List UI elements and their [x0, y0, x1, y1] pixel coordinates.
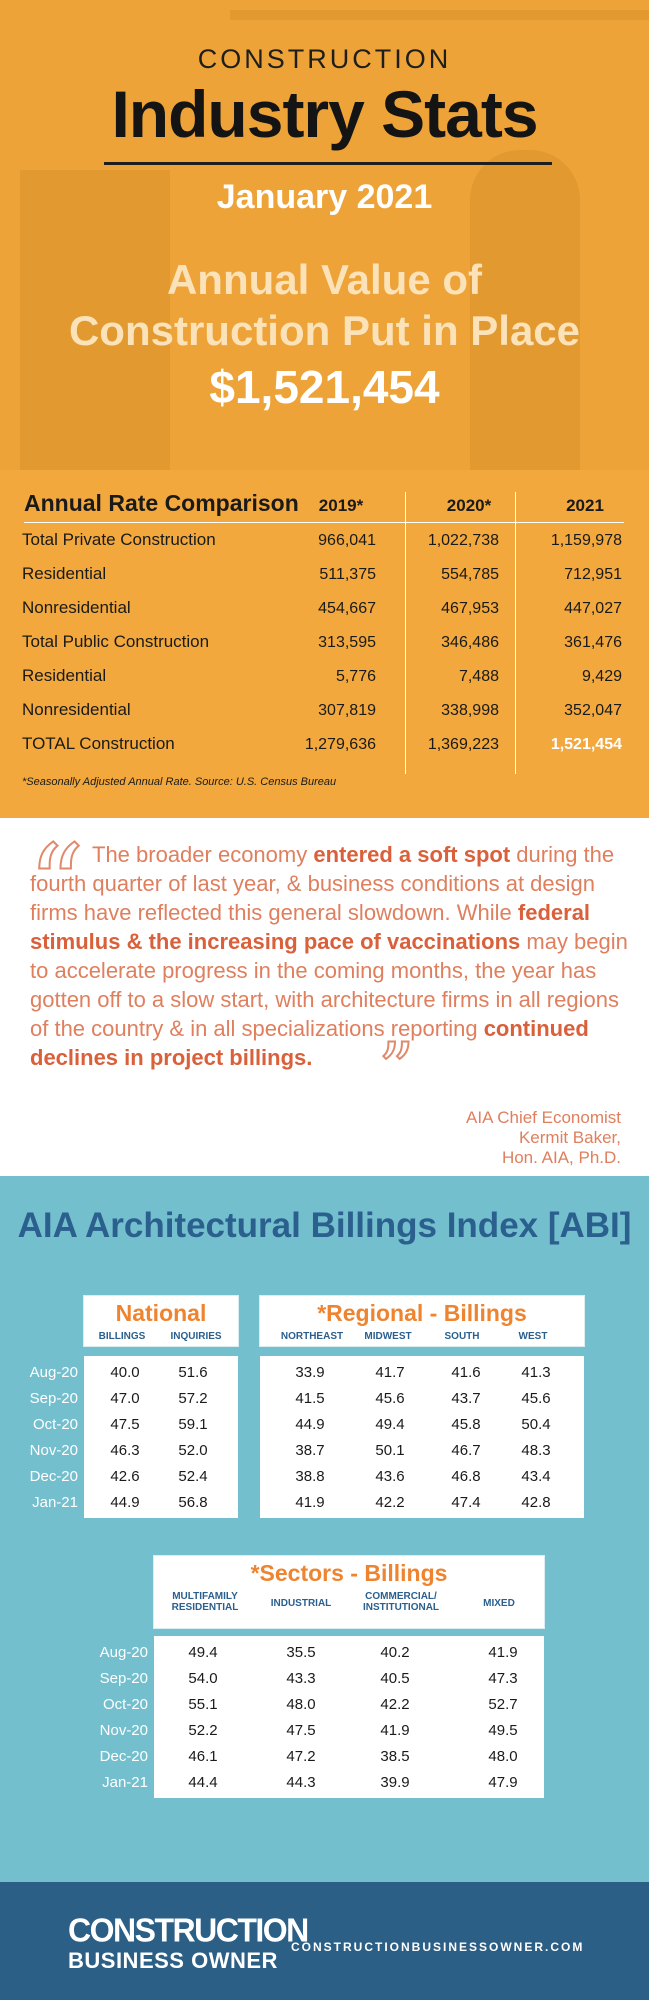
- cell-value-highlight: 1,521,454: [550, 736, 622, 753]
- month-label: Oct-20: [32, 1416, 78, 1433]
- title-divider: [104, 162, 552, 165]
- month-label: Sep-20: [29, 1390, 78, 1407]
- sectors-cell: 49.4: [188, 1644, 218, 1661]
- cell-value: 467,953: [441, 600, 499, 617]
- national-col-billings: BILLINGS: [98, 1331, 146, 1342]
- sectors-cell: 52.7: [488, 1696, 518, 1713]
- regional-cell: 45.8: [451, 1416, 481, 1433]
- brand-logo-line1: CONSTRUCTION: [68, 1911, 308, 1949]
- row-label: Total Public Construction: [22, 632, 210, 651]
- quote-emphasis: federal stimulus & the increasing pace of vaccinations: [30, 900, 591, 954]
- month-label: Oct-20: [102, 1696, 148, 1713]
- cell-value: 313,595: [318, 634, 376, 651]
- column-header-2019: 2019*: [318, 496, 364, 515]
- cell-value: 338,998: [441, 702, 499, 719]
- month-label: Dec-20: [99, 1748, 148, 1765]
- sectors-cell: 41.9: [488, 1644, 518, 1661]
- sectors-col: INDUSTRIAL: [270, 1598, 332, 1609]
- month-label: Sep-20: [99, 1670, 148, 1687]
- sectors-col-line: COMMERCIAL/: [365, 1591, 437, 1602]
- sectors-cell: 39.9: [380, 1774, 410, 1791]
- sectors-cell: 46.1: [188, 1748, 218, 1765]
- national-cell: 47.5: [110, 1416, 140, 1433]
- header-divider: [24, 522, 624, 523]
- column-header-2020: 2020*: [446, 496, 492, 515]
- cell-value: 966,041: [318, 532, 376, 549]
- regional-cell: 46.7: [451, 1442, 481, 1459]
- sectors-cell: 41.9: [380, 1722, 410, 1739]
- national-cell: 47.0: [110, 1390, 140, 1407]
- month-label: Aug-20: [29, 1364, 78, 1381]
- sectors-cell: 48.0: [488, 1748, 518, 1765]
- cell-value: 307,819: [318, 702, 376, 719]
- sectors-col: [158, 1591, 252, 1613]
- abi-section: [0, 1176, 649, 1882]
- sectors-cell: 49.5: [488, 1722, 518, 1739]
- table-row: [0, 564, 649, 598]
- month-label: Dec-20: [29, 1468, 78, 1485]
- regional-cell: 38.8: [295, 1468, 325, 1485]
- column-header-2021: 2021: [566, 496, 604, 515]
- regional-cell: 38.7: [295, 1442, 325, 1459]
- table-row: [0, 598, 649, 632]
- regional-cell: 42.2: [375, 1494, 405, 1511]
- cell-value: 1,022,738: [427, 532, 499, 549]
- regional-cell: 45.6: [375, 1390, 405, 1407]
- cell-value: 1,159,978: [550, 532, 622, 549]
- row-label: Total Private Construction: [22, 530, 216, 549]
- hero-total-value: $1,521,454: [209, 361, 440, 413]
- national-cell: 52.0: [178, 1442, 208, 1459]
- national-cell: 44.9: [110, 1494, 140, 1511]
- cell-value: 712,951: [564, 566, 622, 583]
- regional-cell: 48.3: [521, 1442, 551, 1459]
- regional-title: *Regional - Billings: [317, 1300, 527, 1326]
- regional-cell: 41.5: [295, 1390, 325, 1407]
- month-label: Aug-20: [99, 1644, 148, 1661]
- quote-emphasis: entered a soft spot: [313, 842, 511, 867]
- sectors-panel-header: [154, 1556, 544, 1628]
- cell-value: 554,785: [441, 566, 499, 583]
- regional-cell: 43.7: [451, 1390, 481, 1407]
- cell-value: 1,279,636: [304, 736, 376, 753]
- regional-cell: 50.4: [521, 1416, 551, 1433]
- regional-cell: 47.4: [451, 1494, 481, 1511]
- national-cell: 42.6: [110, 1468, 140, 1485]
- sectors-cell: 55.1: [188, 1696, 218, 1713]
- cell-value: 511,375: [319, 566, 376, 583]
- abi-title: AIA Architectural Billings Index [ABI]: [17, 1206, 632, 1245]
- sectors-cell: 35.5: [286, 1644, 316, 1661]
- regional-cell: 41.3: [521, 1364, 551, 1381]
- national-title: National: [115, 1300, 207, 1326]
- table-row-total: [0, 734, 649, 768]
- cell-value: 9,429: [581, 668, 622, 685]
- month-label: Nov-20: [29, 1442, 78, 1459]
- cell-value: 346,486: [441, 634, 499, 651]
- attribution-line: AIA Chief Economist: [466, 1108, 621, 1127]
- regional-cell: 42.8: [521, 1494, 551, 1511]
- close-quote-icon: ”: [378, 1028, 415, 1110]
- national-cell: 56.8: [178, 1494, 208, 1511]
- national-cell: 57.2: [178, 1390, 208, 1407]
- cell-value: 361,476: [564, 634, 622, 651]
- national-cell: 59.1: [178, 1416, 208, 1433]
- sectors-title: *Sectors - Billings: [250, 1560, 448, 1586]
- sectors-cell: 43.3: [286, 1670, 316, 1687]
- regional-cell: 33.9: [295, 1364, 325, 1381]
- sectors-col: [350, 1591, 452, 1613]
- month-label: Nov-20: [99, 1722, 148, 1739]
- table-title: Annual Rate Comparison: [24, 490, 299, 516]
- regional-col: NORTHEAST: [280, 1331, 344, 1342]
- regional-cell: 43.6: [375, 1468, 405, 1485]
- cell-value: 454,667: [318, 600, 376, 617]
- row-label: Nonresidential: [22, 700, 131, 719]
- hero-title: Industry Stats: [111, 77, 538, 151]
- regional-cell: 44.9: [295, 1416, 325, 1433]
- economist-quote: [0, 818, 649, 1176]
- national-cell: 52.4: [178, 1468, 208, 1485]
- hero-kicker: CONSTRUCTION: [197, 44, 452, 74]
- quote-segment: during the fourth quarter of last year, & business conditions at design firms have reflected this general slowdown. While: [30, 842, 615, 925]
- regional-col: SOUTH: [444, 1331, 480, 1342]
- national-col-inquiries: INQUIRIES: [170, 1331, 222, 1342]
- national-cell: 40.0: [110, 1364, 140, 1381]
- table-row: [0, 700, 649, 734]
- regional-cell: 41.9: [295, 1494, 325, 1511]
- sectors-col: MIXED: [483, 1598, 515, 1609]
- footer-url[interactable]: CONSTRUCTIONBUSINESSOWNER.COM: [291, 1940, 585, 1954]
- sectors-cell: 47.5: [286, 1722, 316, 1739]
- brand-logo-line2: BUSINESS OWNER: [68, 1948, 278, 1973]
- regional-cell: 41.6: [451, 1364, 481, 1381]
- quote-emphasis: continued declines in project billings.: [30, 1016, 589, 1070]
- table-footnote: *Seasonally Adjusted Annual Rate. Source: U.S. Census Bureau: [22, 776, 337, 788]
- sectors-cell: 42.2: [380, 1696, 410, 1713]
- row-label: Residential: [22, 666, 107, 685]
- national-cell: 51.6: [178, 1364, 208, 1381]
- attribution-line: Kermit Baker,: [518, 1128, 621, 1147]
- national-panel-body: [84, 1356, 238, 1518]
- quote-segment: The broader economy: [92, 842, 314, 867]
- row-label: TOTAL Construction: [22, 734, 175, 753]
- regional-cell: 49.4: [375, 1416, 405, 1433]
- table-row: [0, 530, 649, 564]
- row-label: Residential: [22, 564, 107, 583]
- regional-cell: 43.4: [521, 1468, 551, 1485]
- hero-date: January 2021: [216, 178, 433, 216]
- row-label: Nonresidential: [22, 598, 131, 617]
- sectors-cell: 54.0: [188, 1670, 218, 1687]
- annual-rate-table: [0, 470, 649, 818]
- crane-silhouette: [230, 10, 649, 20]
- quote-attribution: [466, 1108, 621, 1168]
- sectors-col-line: MULTIFAMILY: [172, 1591, 238, 1602]
- quote-text: [30, 840, 630, 1110]
- cell-value: 352,047: [564, 702, 622, 719]
- sectors-cell: 44.4: [188, 1774, 218, 1791]
- attribution-line: Hon. AIA, Ph.D.: [501, 1148, 621, 1167]
- sectors-cell: 40.2: [380, 1644, 410, 1661]
- regional-col: WEST: [518, 1331, 548, 1342]
- cell-value: 7,488: [458, 668, 499, 685]
- regional-col: MIDWEST: [364, 1331, 412, 1342]
- national-panel-header: [84, 1296, 238, 1346]
- sectors-panel-body: [154, 1636, 544, 1798]
- hero-subtitle-line1: Annual Value of: [166, 256, 483, 303]
- sectors-cell: 38.5: [380, 1748, 410, 1765]
- regional-panel-body: [260, 1356, 584, 1518]
- month-label: Jan-21: [32, 1494, 78, 1511]
- sectors-cell: 47.9: [488, 1774, 518, 1791]
- regional-cell: 50.1: [375, 1442, 405, 1459]
- regional-cell: 45.6: [521, 1390, 551, 1407]
- hero-subtitle-line2: Construction Put in Place: [68, 307, 581, 354]
- sectors-cell: 48.0: [286, 1696, 316, 1713]
- sectors-cell: 52.2: [188, 1722, 218, 1739]
- month-label: Jan-21: [102, 1774, 148, 1791]
- cell-value: 1,369,223: [427, 736, 499, 753]
- table-row: [0, 666, 649, 700]
- quote-segment: may begin to accelerate progress in the coming months, the year has gotten off to a slow start, with architecture firms in all regions of the country & in all specializations reporting: [30, 929, 628, 1041]
- footer: [0, 1882, 649, 2000]
- sectors-cell: 47.3: [488, 1670, 518, 1687]
- cell-value: 447,027: [564, 600, 622, 617]
- sectors-cell: 44.3: [286, 1774, 316, 1791]
- regional-cell: 46.8: [451, 1468, 481, 1485]
- sectors-col-line: RESIDENTIAL: [171, 1602, 239, 1613]
- open-quote-icon: “: [28, 821, 85, 949]
- cell-value: 5,776: [335, 668, 376, 685]
- regional-cell: 41.7: [375, 1364, 405, 1381]
- sectors-col-line: INSTITUTIONAL: [362, 1602, 440, 1613]
- hero-banner: [0, 0, 649, 470]
- sectors-cell: 40.5: [380, 1670, 410, 1687]
- table-row: [0, 632, 649, 666]
- sectors-cell: 47.2: [286, 1748, 316, 1765]
- regional-panel-header: [260, 1296, 584, 1346]
- national-cell: 46.3: [110, 1442, 140, 1459]
